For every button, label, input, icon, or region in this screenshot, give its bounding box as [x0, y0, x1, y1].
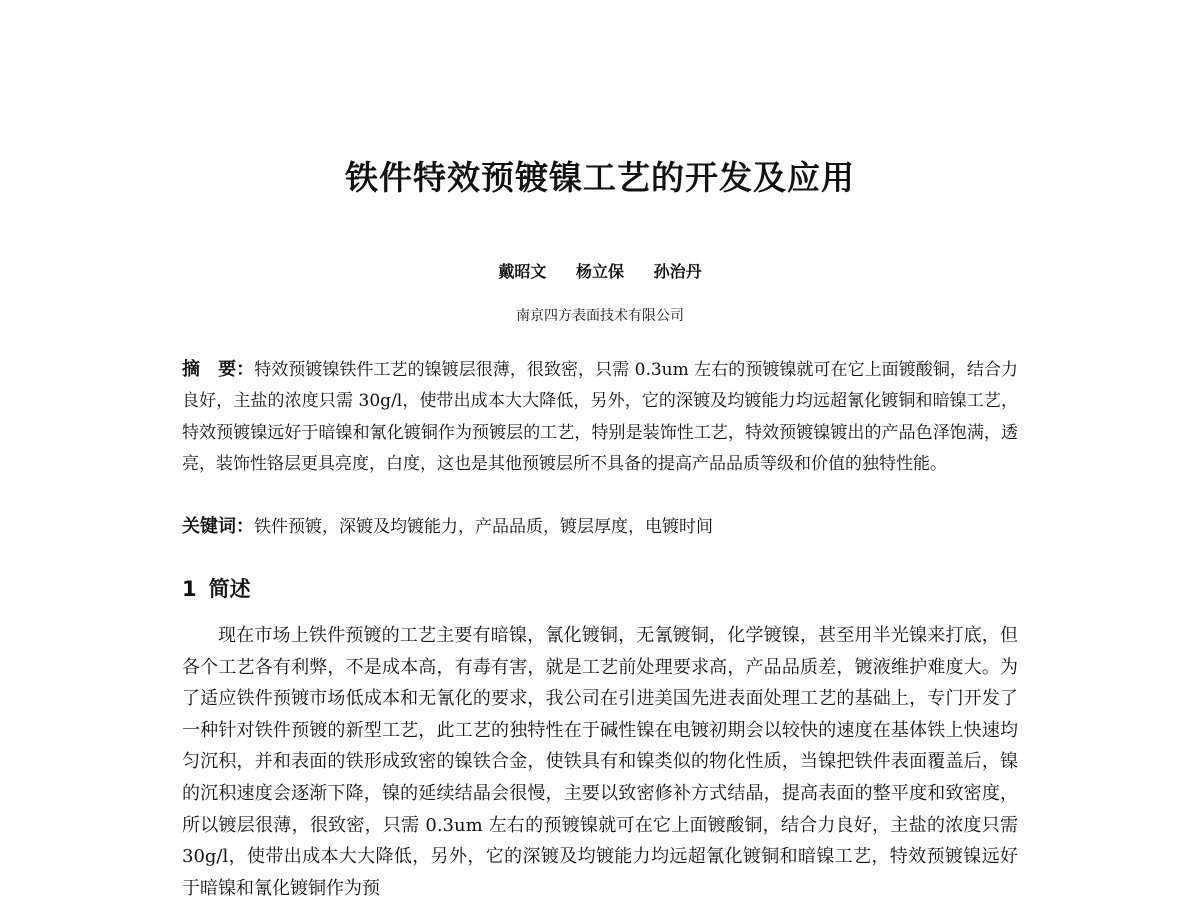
author-name: 孙治丹 — [653, 262, 702, 281]
author-affiliation: 南京四方表面技术有限公司 — [516, 308, 684, 324]
author-list — [0, 262, 1200, 282]
keywords-text: 铁件预镀，深镀及均镀能力，产品品质，镀层厚度，电镀时间 — [254, 517, 713, 537]
abstract-text: 特效预镀镍铁件工艺的镍镀层很薄，很致密，只需 0.3um 左右的预镀镍就可在它上面镀酸铜，结合力良好，主盐的浓度只需 30g/l，使带出成本大大降低，另外，它的深镀及均镀能力均远超氰化镀铜和暗镍工艺，特效预镀镍远好于暗镍和氰化镀铜作为预镀层的工艺，特别是装饰性工艺，特效预镀镍镀出的产品色泽饱满，透亮，装饰性铬层更具亮度，白度，这也是其他预镀层所不具备的提高产品品质等级和价值的独特性能。 — [182, 360, 1018, 475]
body-paragraph: 现在市场上铁件预镀的工艺主要有暗镍，氰化镀铜，无氰镀铜，化学镀镍，甚至用半光镍来打底，但各个工艺各有利弊，不是成本高，有毒有害，就是工艺前处理要求高，产品品质差，镀液维护难度大。为了适应铁件预镀市场低成本和无氰化的要求，我公司在引进美国先进表面处理工艺的基础上，专门开发了一种针对铁件预镀的新型工艺，此工艺的独特性在于碱性镍在电镀初期会以较快的速度在基体铁上快速均匀沉积，并和表面的铁形成致密的镍铁合金，使铁具有和镍类似的物化性质，当镍把铁件表面覆盖后，镍的沉积速度会逐渐下降，镍的延续结晶会很慢，主要以致密修补方式结晶，提高表面的整平度和致密度，所以镀层很薄，很致密，只需 0.3um 左右的预镀镍就可在它上面镀酸铜，结合力良好，主盐的浓度只需 30g/l，使带出成本大大降低，另外，它的深镀及均镀能力均远超氰化镀铜和暗镍工艺，特效预镀镍远好于暗镍和氰化镀铜作为预 — [182, 625, 1018, 899]
section-heading — [182, 573, 251, 605]
abstract-paragraph — [182, 354, 1018, 481]
section-title: 简述 — [208, 577, 251, 601]
abstract-label: 摘 要： — [182, 359, 255, 380]
keywords-line — [182, 511, 1018, 543]
paper-title: 铁件特效预镀镍工艺的开发及应用 — [345, 158, 855, 197]
author-name: 戴昭文 — [498, 262, 547, 281]
keywords-label: 关键词： — [182, 516, 254, 537]
author-name: 杨立保 — [575, 262, 624, 281]
section-number: 1 — [182, 577, 197, 601]
